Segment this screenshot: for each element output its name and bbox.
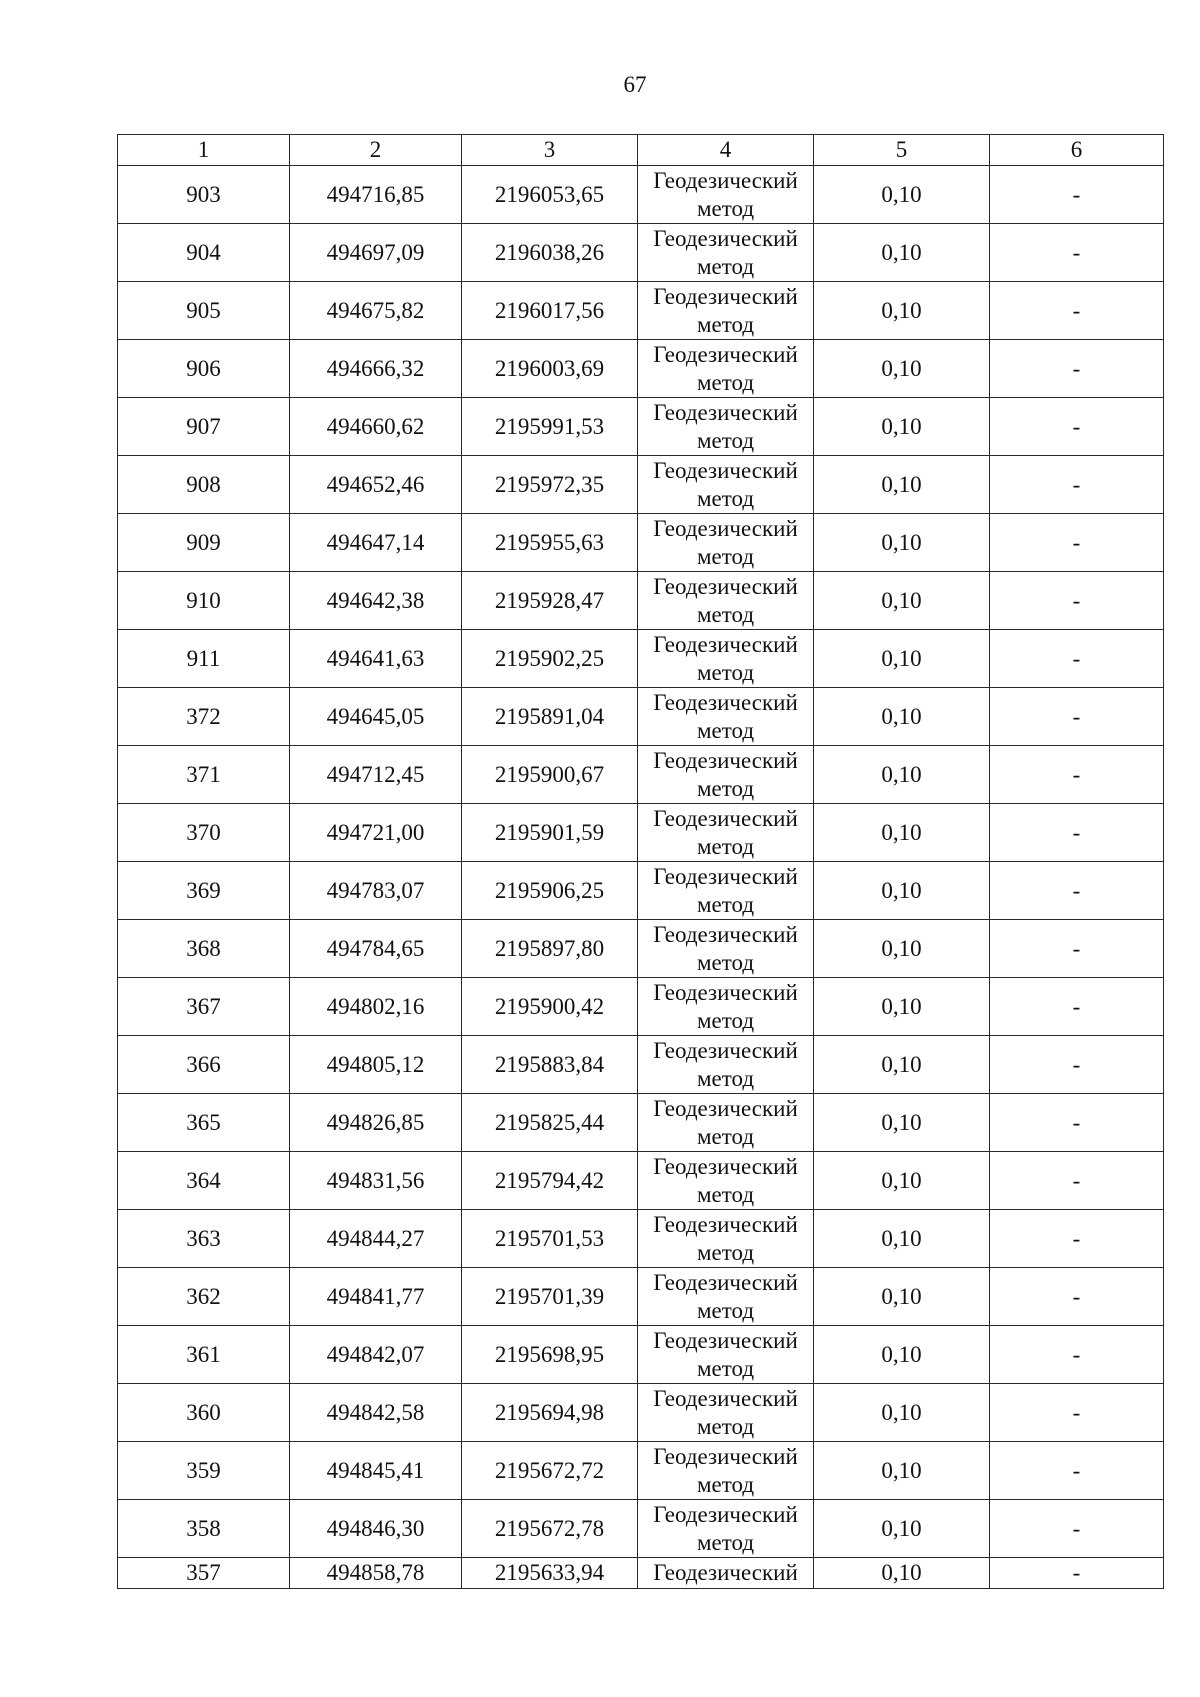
method-cell <box>638 862 814 920</box>
coordinates-table <box>117 134 1164 1589</box>
point-number-cell: 906 <box>118 340 290 398</box>
note-cell: - <box>990 1152 1164 1210</box>
method-word-1: Геодезический <box>653 979 798 1005</box>
note-cell: - <box>990 1384 1164 1442</box>
x-coordinate-cell: 494842,07 <box>290 1326 462 1384</box>
y-coordinate-cell: 2195698,95 <box>462 1326 638 1384</box>
accuracy-cell: 0,10 <box>814 514 990 572</box>
method-word-2: метод <box>696 775 755 801</box>
y-coordinate-cell: 2196038,26 <box>462 224 638 282</box>
y-coordinate-cell: 2195991,53 <box>462 398 638 456</box>
method-cell <box>638 978 814 1036</box>
note-cell: - <box>990 572 1164 630</box>
point-number-cell: 359 <box>118 1442 290 1500</box>
x-coordinate-cell: 494716,85 <box>290 166 462 224</box>
x-coordinate-cell: 494858,78 <box>290 1558 462 1589</box>
table-row <box>118 282 1164 340</box>
x-coordinate-cell: 494802,16 <box>290 978 462 1036</box>
point-number-cell: 363 <box>118 1210 290 1268</box>
method-word-1: Геодезический <box>653 1327 798 1353</box>
method-word-1: Геодезический <box>653 863 798 889</box>
method-cell <box>638 1268 814 1326</box>
method-word-2: метод <box>696 949 755 975</box>
table-row <box>118 746 1164 804</box>
accuracy-cell: 0,10 <box>814 1268 990 1326</box>
method-cell <box>638 1094 814 1152</box>
x-coordinate-cell: 494641,63 <box>290 630 462 688</box>
note-cell: - <box>990 1036 1164 1094</box>
method-cell <box>638 166 814 224</box>
method-word-1: Геодезический <box>653 805 798 831</box>
accuracy-cell: 0,10 <box>814 688 990 746</box>
method-word-1: Геодезический <box>653 573 798 599</box>
note-cell: - <box>990 688 1164 746</box>
table-row <box>118 166 1164 224</box>
table-row <box>118 630 1164 688</box>
method-cell <box>638 1500 814 1558</box>
method-cell <box>638 920 814 978</box>
method-word-1: Геодезический <box>653 1501 798 1527</box>
point-number-cell: 368 <box>118 920 290 978</box>
note-cell: - <box>990 1094 1164 1152</box>
x-coordinate-cell: 494842,58 <box>290 1384 462 1442</box>
note-cell: - <box>990 978 1164 1036</box>
table-row <box>118 456 1164 514</box>
y-coordinate-cell: 2195901,59 <box>462 804 638 862</box>
note-cell: - <box>990 1268 1164 1326</box>
table-row <box>118 1442 1164 1500</box>
note-cell: - <box>990 1326 1164 1384</box>
method-word-2: метод <box>696 1413 755 1439</box>
method-word-1: Геодезический <box>653 167 798 193</box>
table-row <box>118 572 1164 630</box>
note-cell: - <box>990 1500 1164 1558</box>
x-coordinate-cell: 494826,85 <box>290 1094 462 1152</box>
x-coordinate-cell: 494697,09 <box>290 224 462 282</box>
method-cell <box>638 1442 814 1500</box>
table-row <box>118 1384 1164 1442</box>
y-coordinate-cell: 2195900,42 <box>462 978 638 1036</box>
x-coordinate-cell: 494783,07 <box>290 862 462 920</box>
method-word-1: Геодезический <box>653 399 798 425</box>
method-word-1: Геодезический <box>653 1095 798 1121</box>
method-cell <box>638 804 814 862</box>
method-word-2: метод <box>696 601 755 627</box>
point-number-cell: 908 <box>118 456 290 514</box>
accuracy-cell: 0,10 <box>814 572 990 630</box>
method-cell <box>638 398 814 456</box>
accuracy-cell: 0,10 <box>814 340 990 398</box>
method-word-1: Геодезический <box>653 1443 798 1469</box>
point-number-cell: 903 <box>118 166 290 224</box>
note-cell: - <box>990 1442 1164 1500</box>
accuracy-cell: 0,10 <box>814 282 990 340</box>
method-word-2: метод <box>696 369 755 395</box>
note-cell: - <box>990 804 1164 862</box>
accuracy-cell: 0,10 <box>814 804 990 862</box>
y-coordinate-cell: 2195928,47 <box>462 572 638 630</box>
table-row <box>118 978 1164 1036</box>
note-cell: - <box>990 862 1164 920</box>
point-number-cell: 371 <box>118 746 290 804</box>
table-row <box>118 514 1164 572</box>
note-cell: - <box>990 746 1164 804</box>
table-row <box>118 1500 1164 1558</box>
accuracy-cell: 0,10 <box>814 166 990 224</box>
method-cell <box>638 688 814 746</box>
note-cell: - <box>990 166 1164 224</box>
point-number-cell: 361 <box>118 1326 290 1384</box>
x-coordinate-cell: 494666,32 <box>290 340 462 398</box>
y-coordinate-cell: 2195701,53 <box>462 1210 638 1268</box>
method-word-2: метод <box>696 1297 755 1323</box>
method-word-1: Геодезический <box>653 515 798 541</box>
y-coordinate-cell: 2195883,84 <box>462 1036 638 1094</box>
point-number-cell: 367 <box>118 978 290 1036</box>
point-number-cell: 370 <box>118 804 290 862</box>
x-coordinate-cell: 494805,12 <box>290 1036 462 1094</box>
accuracy-cell: 0,10 <box>814 1326 990 1384</box>
accuracy-cell: 0,10 <box>814 920 990 978</box>
method-cell: Геодезический <box>638 1558 814 1589</box>
method-word-2: метод <box>696 253 755 279</box>
note-cell: - <box>990 920 1164 978</box>
point-number-cell: 358 <box>118 1500 290 1558</box>
note-cell: - <box>990 340 1164 398</box>
column-header-2: 2 <box>290 135 462 166</box>
method-cell <box>638 1036 814 1094</box>
column-header-4: 4 <box>638 135 814 166</box>
method-word-1: Геодезический <box>653 225 798 251</box>
x-coordinate-cell: 494841,77 <box>290 1268 462 1326</box>
y-coordinate-cell: 2196017,56 <box>462 282 638 340</box>
method-cell <box>638 746 814 804</box>
method-word-2: метод <box>696 1007 755 1033</box>
method-cell <box>638 572 814 630</box>
method-word-2: метод <box>696 1471 755 1497</box>
table-row <box>118 1210 1164 1268</box>
method-word-1: Геодезический <box>653 1037 798 1063</box>
method-cell <box>638 1384 814 1442</box>
method-word-1: Геодезический <box>653 457 798 483</box>
table-row <box>118 862 1164 920</box>
method-word-1: Геодезический <box>653 1385 798 1411</box>
column-header-3: 3 <box>462 135 638 166</box>
y-coordinate-cell: 2195955,63 <box>462 514 638 572</box>
method-word-2: метод <box>696 195 755 221</box>
method-word-2: метод <box>696 659 755 685</box>
y-coordinate-cell: 2195633,94 <box>462 1558 638 1589</box>
method-cell <box>638 224 814 282</box>
method-word-1: Геодезический <box>653 1153 798 1179</box>
y-coordinate-cell: 2195902,25 <box>462 630 638 688</box>
method-word-2: метод <box>696 1065 755 1091</box>
method-word-2: метод <box>696 311 755 337</box>
point-number-cell: 907 <box>118 398 290 456</box>
x-coordinate-cell: 494652,46 <box>290 456 462 514</box>
method-cell <box>638 340 814 398</box>
x-coordinate-cell: 494831,56 <box>290 1152 462 1210</box>
method-word-2: метод <box>696 1239 755 1265</box>
point-number-cell: 372 <box>118 688 290 746</box>
point-number-cell: 364 <box>118 1152 290 1210</box>
y-coordinate-cell: 2195897,80 <box>462 920 638 978</box>
accuracy-cell: 0,10 <box>814 1152 990 1210</box>
table-row <box>118 224 1164 282</box>
point-number-cell: 366 <box>118 1036 290 1094</box>
column-header-6: 6 <box>990 135 1164 166</box>
method-word-2: метод <box>696 1355 755 1381</box>
accuracy-cell: 0,10 <box>814 1558 990 1589</box>
y-coordinate-cell: 2195672,72 <box>462 1442 638 1500</box>
table-row <box>118 1268 1164 1326</box>
method-word-1: Геодезический <box>653 283 798 309</box>
method-cell <box>638 514 814 572</box>
table-row <box>118 804 1164 862</box>
accuracy-cell: 0,10 <box>814 1442 990 1500</box>
table-row <box>118 340 1164 398</box>
x-coordinate-cell: 494712,45 <box>290 746 462 804</box>
method-word-2: метод <box>696 427 755 453</box>
note-cell: - <box>990 224 1164 282</box>
table-row <box>118 688 1164 746</box>
table-header-row <box>118 135 1164 166</box>
method-cell <box>638 1210 814 1268</box>
column-header-1: 1 <box>118 135 290 166</box>
method-word-1: Геодезический <box>653 1211 798 1237</box>
point-number-cell: 369 <box>118 862 290 920</box>
x-coordinate-cell: 494645,05 <box>290 688 462 746</box>
accuracy-cell: 0,10 <box>814 1210 990 1268</box>
method-word-2: метод <box>696 891 755 917</box>
page-number: 67 <box>623 72 647 97</box>
table-row <box>118 1094 1164 1152</box>
method-word-1: Геодезический <box>653 631 798 657</box>
note-cell: - <box>990 1558 1164 1589</box>
column-header-5: 5 <box>814 135 990 166</box>
method-word-2: метод <box>696 833 755 859</box>
table-body <box>118 166 1164 1589</box>
x-coordinate-cell: 494721,00 <box>290 804 462 862</box>
table-row <box>118 398 1164 456</box>
y-coordinate-cell: 2195891,04 <box>462 688 638 746</box>
y-coordinate-cell: 2195825,44 <box>462 1094 638 1152</box>
x-coordinate-cell: 494784,65 <box>290 920 462 978</box>
point-number-cell: 360 <box>118 1384 290 1442</box>
note-cell: - <box>990 282 1164 340</box>
accuracy-cell: 0,10 <box>814 978 990 1036</box>
method-cell <box>638 1326 814 1384</box>
point-number-cell: 909 <box>118 514 290 572</box>
accuracy-cell: 0,10 <box>814 224 990 282</box>
note-cell: - <box>990 1210 1164 1268</box>
accuracy-cell: 0,10 <box>814 746 990 804</box>
x-coordinate-cell: 494844,27 <box>290 1210 462 1268</box>
point-number-cell: 365 <box>118 1094 290 1152</box>
point-number-cell: 362 <box>118 1268 290 1326</box>
x-coordinate-cell: 494660,62 <box>290 398 462 456</box>
accuracy-cell: 0,10 <box>814 456 990 514</box>
y-coordinate-cell: 2196003,69 <box>462 340 638 398</box>
method-word-2: метод <box>696 1529 755 1555</box>
y-coordinate-cell: 2195672,78 <box>462 1500 638 1558</box>
note-cell: - <box>990 514 1164 572</box>
accuracy-cell: 0,10 <box>814 1500 990 1558</box>
x-coordinate-cell: 494846,30 <box>290 1500 462 1558</box>
method-word-2: метод <box>696 1123 755 1149</box>
method-word-2: метод <box>696 1181 755 1207</box>
y-coordinate-cell: 2195900,67 <box>462 746 638 804</box>
x-coordinate-cell: 494642,38 <box>290 572 462 630</box>
accuracy-cell: 0,10 <box>814 398 990 456</box>
y-coordinate-cell: 2195906,25 <box>462 862 638 920</box>
x-coordinate-cell: 494675,82 <box>290 282 462 340</box>
note-cell: - <box>990 398 1164 456</box>
method-cell <box>638 282 814 340</box>
method-word-1: Геодезический <box>653 921 798 947</box>
y-coordinate-cell: 2195794,42 <box>462 1152 638 1210</box>
x-coordinate-cell: 494845,41 <box>290 1442 462 1500</box>
table-row <box>118 920 1164 978</box>
y-coordinate-cell: 2196053,65 <box>462 166 638 224</box>
point-number-cell: 911 <box>118 630 290 688</box>
table-row <box>118 1558 1164 1589</box>
method-cell <box>638 456 814 514</box>
point-number-cell: 905 <box>118 282 290 340</box>
x-coordinate-cell: 494647,14 <box>290 514 462 572</box>
y-coordinate-cell: 2195972,35 <box>462 456 638 514</box>
accuracy-cell: 0,10 <box>814 862 990 920</box>
point-number-cell: 357 <box>118 1558 290 1589</box>
table-row <box>118 1152 1164 1210</box>
accuracy-cell: 0,10 <box>814 630 990 688</box>
y-coordinate-cell: 2195694,98 <box>462 1384 638 1442</box>
method-word-1: Геодезический <box>653 1269 798 1295</box>
method-word-1: Геодезический <box>653 747 798 773</box>
method-word-1: Геодезический <box>653 689 798 715</box>
accuracy-cell: 0,10 <box>814 1036 990 1094</box>
table-row <box>118 1036 1164 1094</box>
accuracy-cell: 0,10 <box>814 1094 990 1152</box>
method-word-2: метод <box>696 717 755 743</box>
method-word-1: Геодезический <box>653 341 798 367</box>
point-number-cell: 904 <box>118 224 290 282</box>
y-coordinate-cell: 2195701,39 <box>462 1268 638 1326</box>
note-cell: - <box>990 456 1164 514</box>
table-row <box>118 1326 1164 1384</box>
method-cell <box>638 630 814 688</box>
note-cell: - <box>990 630 1164 688</box>
point-number-cell: 910 <box>118 572 290 630</box>
accuracy-cell: 0,10 <box>814 1384 990 1442</box>
method-cell <box>638 1152 814 1210</box>
method-word-2: метод <box>696 485 755 511</box>
method-word-2: метод <box>696 543 755 569</box>
